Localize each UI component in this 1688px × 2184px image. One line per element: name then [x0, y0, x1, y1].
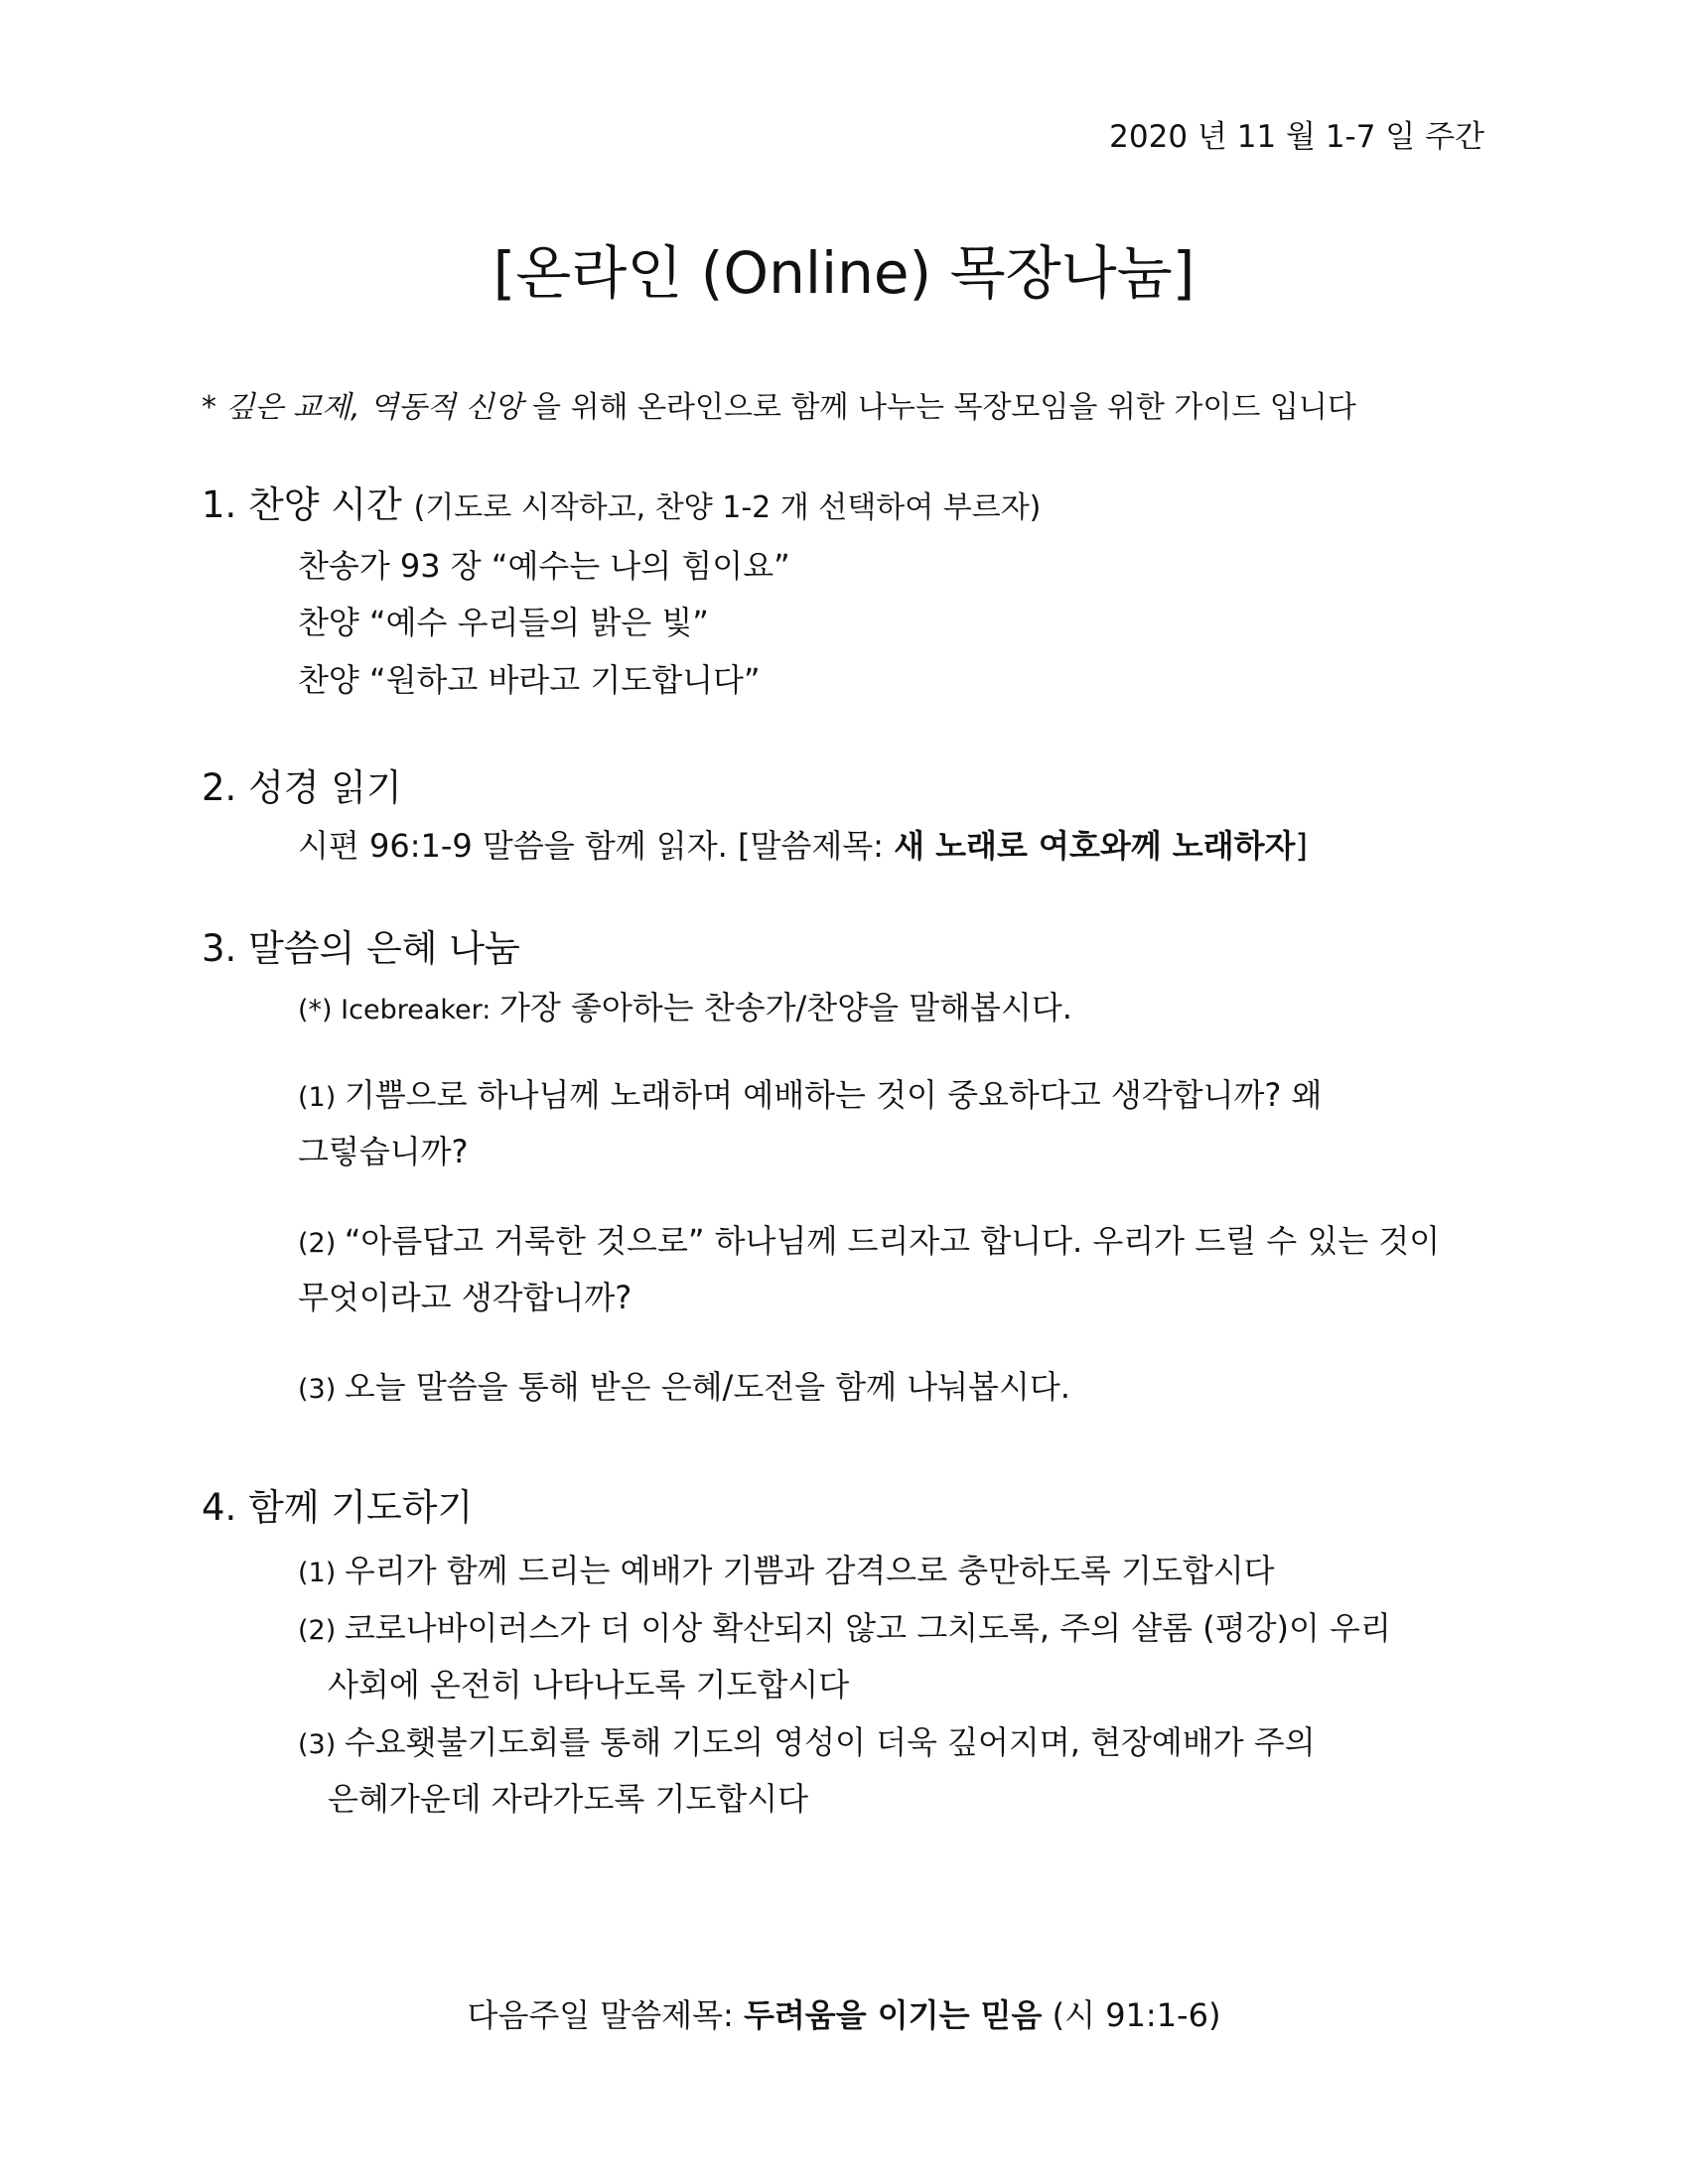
intro-rest: 을 위해 온라인으로 함께 나누는 목장모임을 위한 가이드 입니다 — [522, 390, 1356, 425]
question-2-text: “아름답고 거룩한 것으로” 하나님께 드리자고 합니다. 우리가 드릴 수 있는 것이 — [344, 1222, 1441, 1260]
question-1-line-1 — [298, 1070, 1322, 1116]
intro-prefix: * — [202, 390, 226, 425]
prayer-2-text: 코로나바이러스가 더 이상 확산되지 않고 그치도록, 주의 샬롬 (평강)이 우리 — [344, 1609, 1391, 1647]
prayer-1-text: 우리가 함께 드리는 예배가 기쁨과 감격으로 충만하도록 기도합시다 — [344, 1552, 1275, 1589]
page-title: [온라인 (Online) 목장나눔] — [492, 239, 1196, 307]
prayer-2-number: (2) — [298, 1615, 345, 1646]
next-week-footer — [0, 1990, 1688, 2036]
prayer-2-line-1 — [298, 1603, 1391, 1649]
section-1-subtitle: (기도로 시작하고, 찬양 1-2 개 선택하여 부르자) — [413, 490, 1042, 525]
intro-italic: 깊은 교제, 역동적 신앙 — [225, 390, 523, 425]
intro-line — [202, 382, 1356, 426]
question-3-number: (3) — [298, 1374, 345, 1405]
icebreaker-label: (*) Icebreaker: — [298, 995, 499, 1025]
reading-line — [298, 821, 1308, 867]
icebreaker-text: 가장 좋아하는 찬송가/찬양을 말해봅시다. — [498, 989, 1072, 1026]
prayer-3-line-1 — [298, 1717, 1316, 1763]
reading-end: ] — [1295, 827, 1308, 865]
prayer-3-number: (3) — [298, 1729, 345, 1760]
footer-title: 두려움을 이기는 믿음 — [743, 1996, 1043, 2034]
question-3-line-1 — [298, 1362, 1070, 1408]
question-2-number: (2) — [298, 1228, 345, 1259]
section-2-heading: 2. 성경 읽기 — [202, 766, 402, 809]
question-1-number: (1) — [298, 1082, 345, 1113]
hymn-line-1: 찬송가 93 장 “예수는 나의 힘이요” — [298, 547, 790, 585]
question-1-line-2: 그렇습니까? — [298, 1133, 469, 1170]
question-1-text: 기쁨으로 하나님께 노래하며 예배하는 것이 중요하다고 생각합니까? 왜 — [344, 1076, 1323, 1114]
section-4-heading: 4. 함께 기도하기 — [202, 1486, 474, 1529]
section-3-heading: 3. 말씀의 은혜 나눔 — [202, 927, 520, 970]
prayer-3-text: 수요횃불기도회를 통해 기도의 영성이 더욱 깊어지며, 현장예배가 주의 — [344, 1723, 1316, 1761]
reading-title: 새 노래로 여호와께 노래하자 — [894, 827, 1296, 865]
footer-ref: (시 91:1-6) — [1042, 1996, 1221, 2034]
section-1-heading — [202, 475, 1041, 528]
footer-label: 다음주일 말씀제목: — [467, 1996, 744, 2034]
section-1-title: 1. 찬양 시간 — [202, 483, 414, 526]
prayer-3-line-2: 은혜가운데 자라가도록 기도합시다 — [328, 1780, 809, 1818]
icebreaker-line — [298, 983, 1072, 1028]
date-header: 2020 년 11 월 1-7 일 주간 — [1109, 119, 1484, 155]
hymn-line-2: 찬양 “예수 우리들의 밝은 빛” — [298, 604, 709, 641]
prayer-1-line-1 — [298, 1546, 1275, 1591]
prayer-1-number: (1) — [298, 1558, 345, 1588]
question-2-line-1 — [298, 1216, 1440, 1262]
hymn-line-3: 찬양 “원하고 바라고 기도합니다” — [298, 661, 761, 699]
prayer-2-line-2: 사회에 온전히 나타나도록 기도합시다 — [328, 1666, 850, 1704]
reading-text: 시편 96:1-9 말씀을 함께 읽자. [말씀제목: — [298, 827, 895, 865]
question-3-text: 오늘 말씀을 통해 받은 은혜/도전을 함께 나눠봅시다. — [344, 1368, 1070, 1406]
question-2-line-2: 무엇이라고 생각합니까? — [298, 1279, 633, 1316]
